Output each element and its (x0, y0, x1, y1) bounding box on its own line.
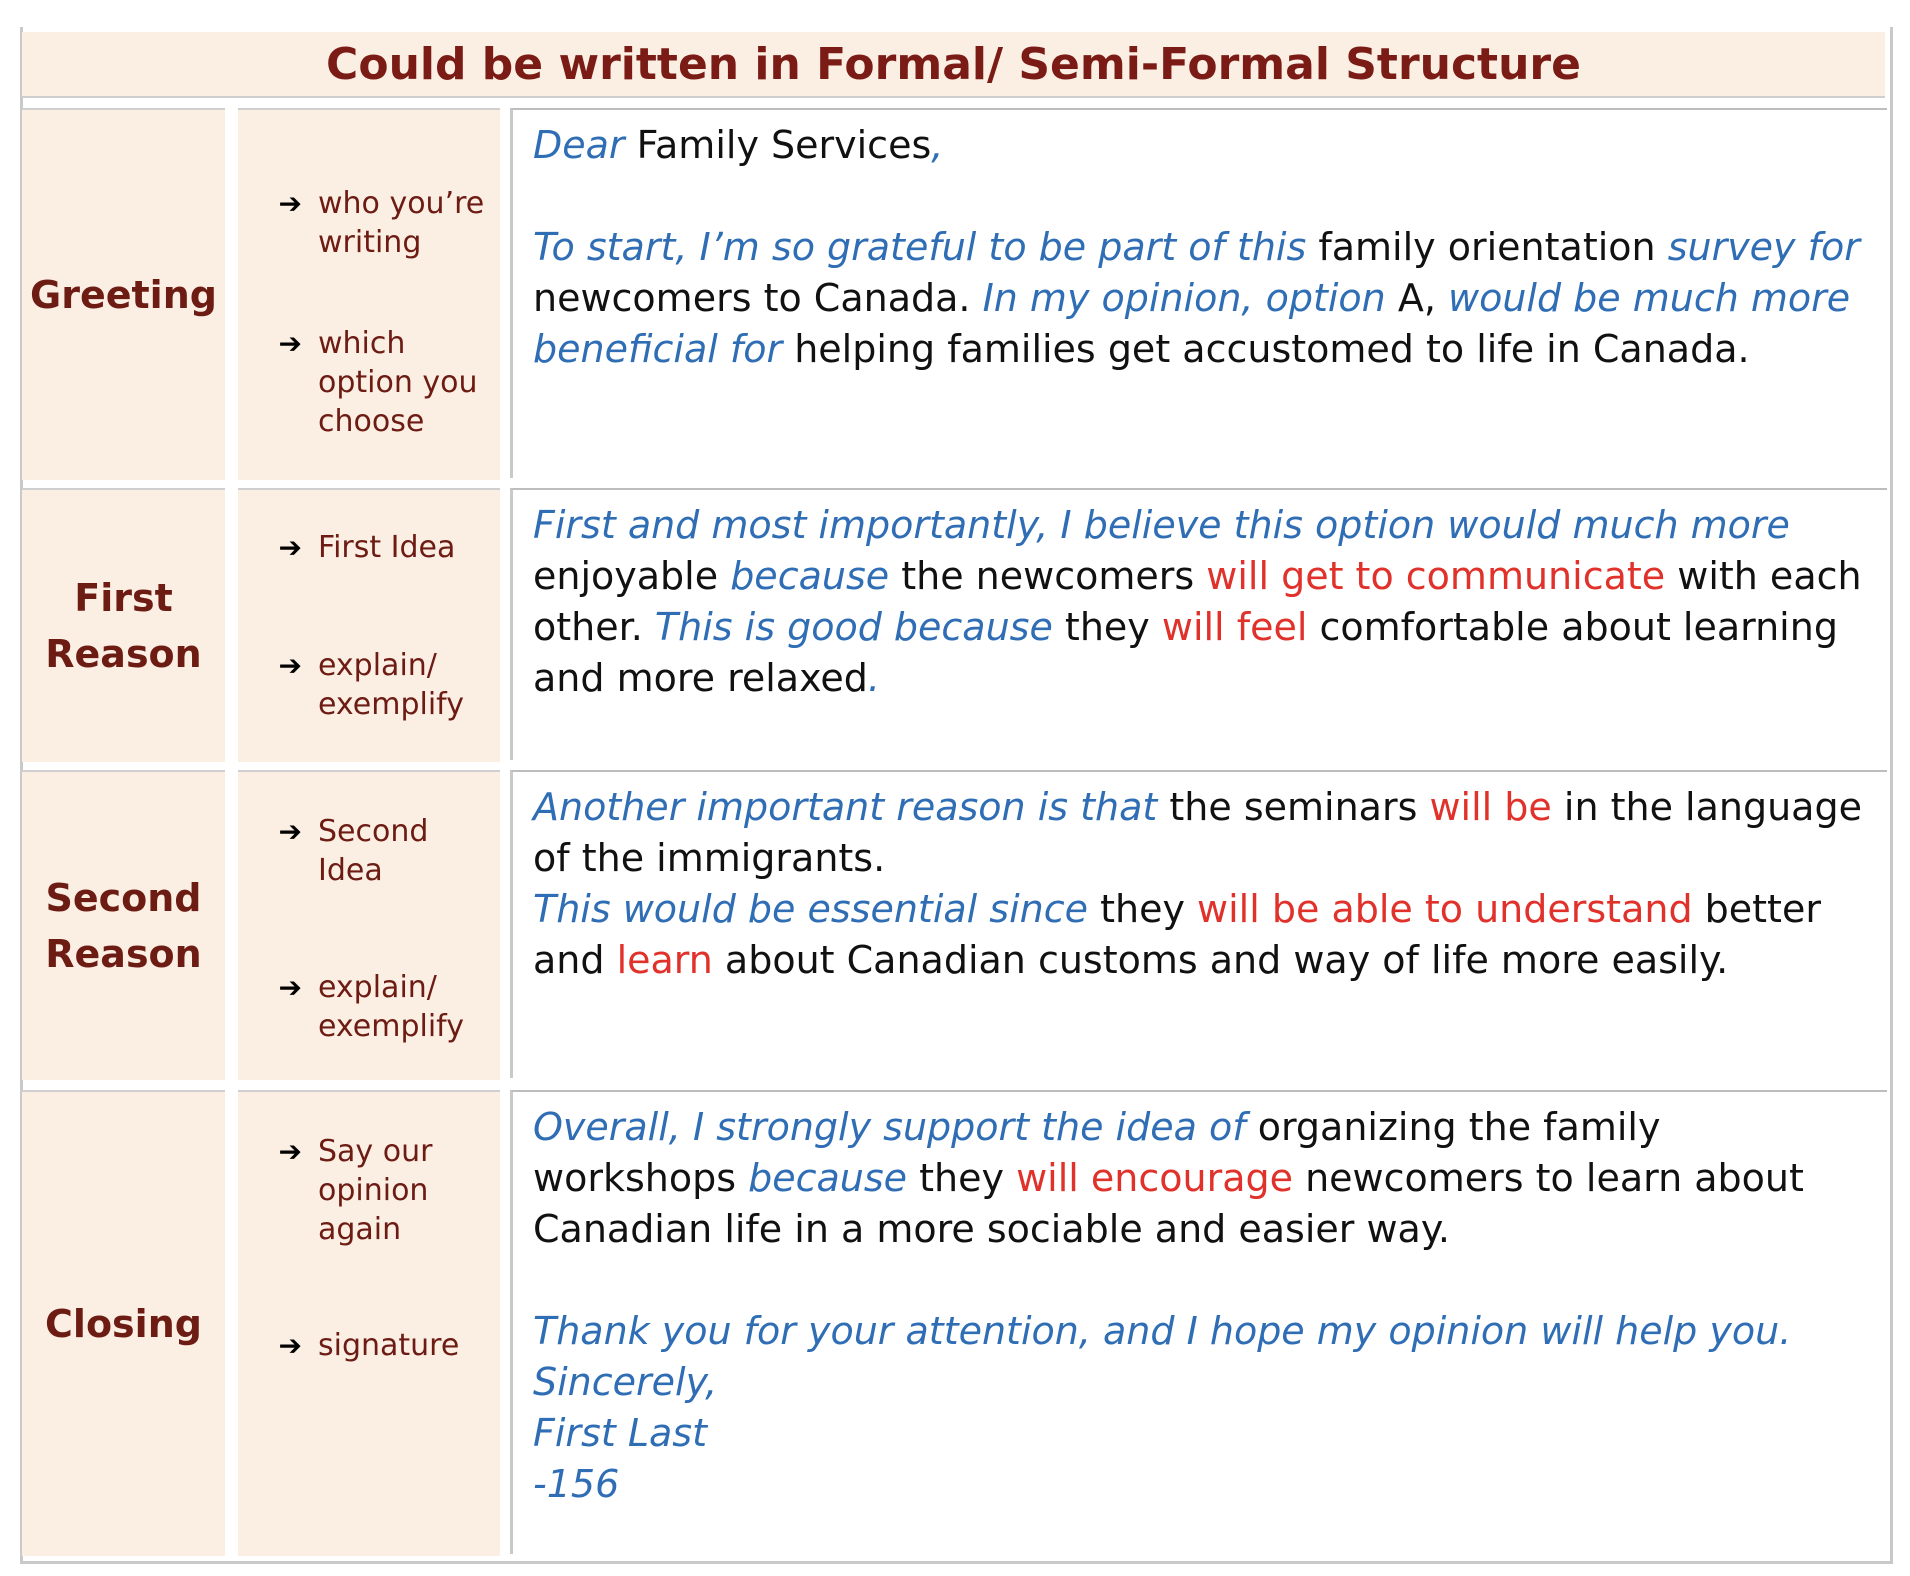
section-label-closing (22, 1090, 225, 1556)
first-reason-paragraph: First and most importantly, I believe this option would much more enjoyable because the newcomers will get to communicate with each other. This is good because they will feel comfortable about learning and more relaxed. (533, 503, 1862, 700)
arrow-right-icon: ➔ (278, 971, 302, 1004)
second-reason-paragraph-2: This would be essential since they will be able to understand better and learn about Canadian customs and way of life more easily. (533, 887, 1821, 982)
hint-text: Second Idea (318, 814, 429, 888)
section-label-text: Second (45, 876, 202, 920)
hint-text: signature (318, 1328, 460, 1363)
hint-item (238, 968, 500, 1046)
second-reason-paragraph-1: Another important reason is that the seminars will be in the language of the immigrants. (533, 785, 1862, 880)
sign-off: Sincerely, (533, 1360, 718, 1404)
arrow-right-icon: ➔ (278, 531, 302, 564)
section-label-second-reason (22, 770, 225, 1080)
arrow-right-icon: ➔ (278, 1135, 302, 1168)
content-cell-first-reason (510, 488, 1887, 760)
section-label-text: Reason (45, 932, 202, 976)
hint-cell-first-reason (238, 488, 500, 762)
arrow-right-icon: ➔ (278, 1329, 302, 1362)
content-cell-closing (510, 1090, 1887, 1554)
hint-item (238, 812, 500, 890)
hint-item (238, 1326, 500, 1365)
hint-text: Say our opinion again (318, 1134, 433, 1247)
thank-you-line: Thank you for your attention, and I hope my opinion will help you. (533, 1309, 1792, 1353)
section-label-text: Closing (45, 1302, 202, 1346)
section-label-text: First (74, 576, 173, 620)
hint-text: explain/ exemplify (318, 648, 464, 722)
hint-item (238, 324, 500, 441)
section-label-greeting (22, 108, 225, 480)
table-title: Could be written in Formal/ Semi-Formal Structure (22, 32, 1885, 98)
section-label-first-reason (22, 488, 225, 762)
hint-cell-closing (238, 1090, 500, 1556)
content-cell-second-reason (510, 770, 1887, 1078)
arrow-right-icon: ➔ (278, 815, 302, 848)
hint-item (238, 184, 500, 262)
hint-cell-greeting (238, 108, 500, 480)
hint-text: explain/ exemplify (318, 970, 464, 1044)
hint-cell-second-reason (238, 770, 500, 1080)
hint-item (238, 646, 500, 724)
arrow-right-icon: ➔ (278, 649, 302, 682)
hint-text: who you’re writing (318, 186, 485, 260)
signature-name: First Last (533, 1411, 707, 1455)
hint-item (238, 528, 500, 567)
arrow-right-icon: ➔ (278, 327, 302, 360)
word-count: -156 (533, 1462, 620, 1506)
hint-item (238, 1132, 500, 1249)
closing-paragraph: Overall, I strongly support the idea of organizing the family workshops because they will encourage newcomers to learn about Canadian life in a more sociable and easier way. (533, 1105, 1804, 1251)
section-label-text: Greeting (30, 273, 217, 317)
hint-text: First Idea (318, 530, 456, 565)
hint-text: which option you choose (318, 326, 478, 439)
content-cell-greeting (510, 108, 1887, 478)
section-label-text: Reason (45, 632, 202, 676)
salutation: Dear Family Services, (533, 123, 944, 167)
arrow-right-icon: ➔ (278, 187, 302, 220)
intro-paragraph: To start, I’m so grateful to be part of this family orientation survey for newcomers to Canada. In my opinion, option A, would be much more beneficial for helping families get accustomed to life in Canada. (533, 225, 1860, 371)
